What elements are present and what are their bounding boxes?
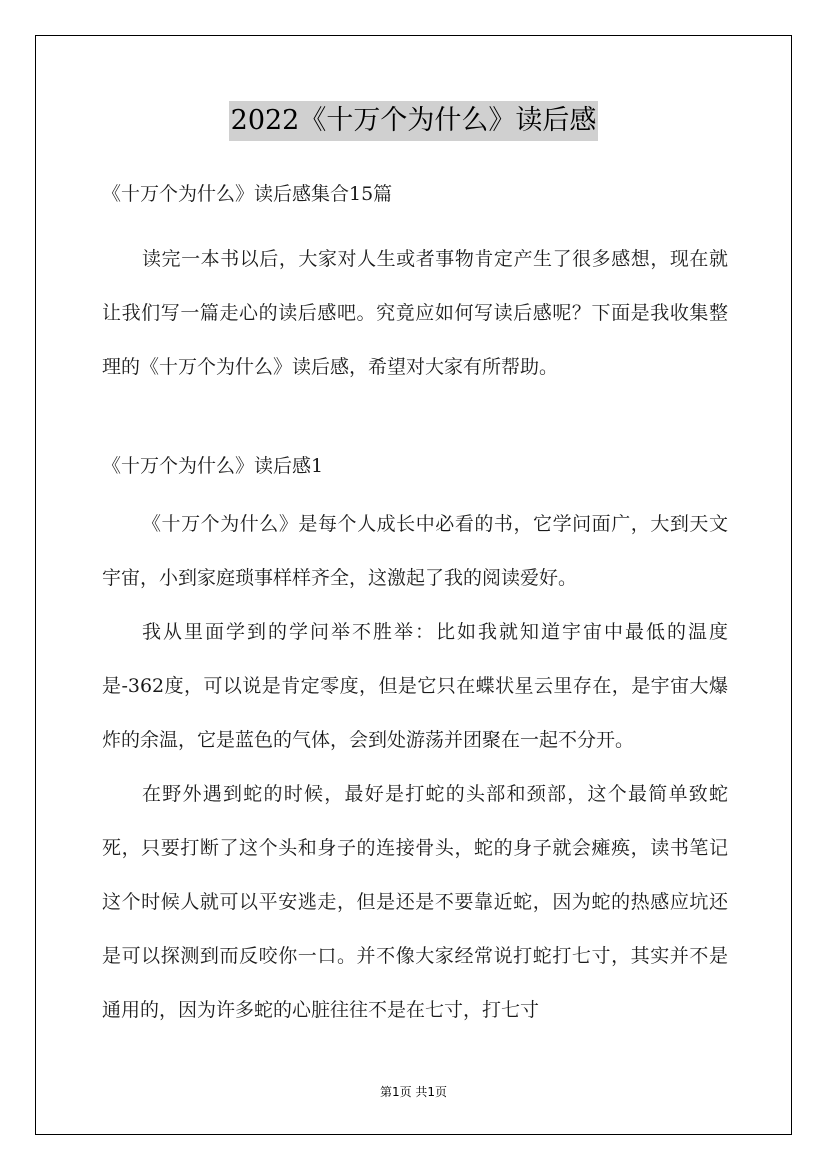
page-footer: 第1页 共1页 bbox=[379, 1085, 448, 1099]
title-container bbox=[0, 101, 827, 141]
intro-paragraph[interactable]: 读完一本书以后，大家对人生或者事物肯定产生了很多感想，现在就让我们写一篇走心的读后感吧。究竟应如何写读后感呢？下面是我收集整理的《十万个为什么》读后感，希望对大家有所帮助。 bbox=[102, 248, 728, 378]
body-paragraph[interactable]: 在野外遇到蛇的时候，最好是打蛇的头部和颈部，这个最简单致蛇死，只要打断了这个头和身子的连接骨头，蛇的身子就会瘫痪，读书笔记这个时候人就可以平安逃走，但是还是不要靠近蛇，因为蛇的热感应坑还是可以探测到而反咬你一口。并不像大家经常说打蛇打七寸，其实并不是通用的，因为许多蛇的心脏往往不是在七寸，打七寸 bbox=[102, 783, 728, 1021]
body-paragraph[interactable]: 《十万个为什么》是每个人成长中必看的书，它学问面广，大到天文宇宙，小到家庭琐事样样齐全，这激起了我的阅读爱好。 bbox=[102, 513, 728, 589]
document-subtitle[interactable]: 《十万个为什么》读后感集合15篇 bbox=[102, 183, 393, 205]
section-heading[interactable]: 《十万个为什么》读后感1 bbox=[102, 455, 324, 477]
document-title[interactable]: 2022《十万个为什么》读后感 bbox=[229, 101, 599, 141]
body-paragraph[interactable]: 我从里面学到的学问举不胜举：比如我就知道宇宙中最低的温度是-362度，可以说是肯定零度，但是它只在蝶状星云里存在，是宇宙大爆炸的余温，它是蓝色的气体，会到处游荡并团聚在一起不分开。 bbox=[102, 621, 728, 751]
